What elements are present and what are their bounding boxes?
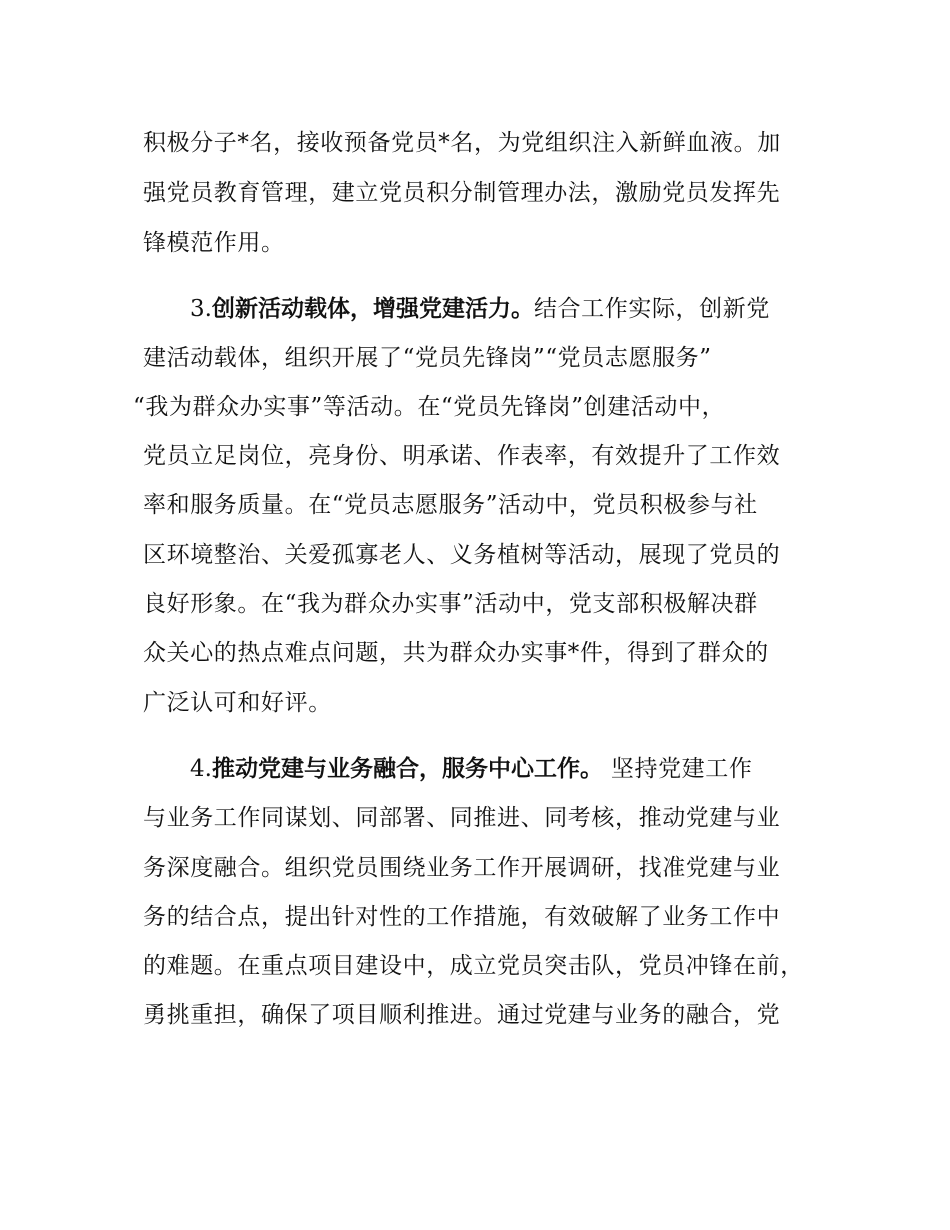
text-line: 建活动载体，组织开展了“党员先锋岗”“党员志愿服务” xyxy=(143,345,712,371)
text-run: 结合工作实际，创新党 xyxy=(533,296,770,322)
text-line: 强党员教育管理，建立党员积分制管理办法，激励党员发挥先 xyxy=(143,180,781,206)
text-line: 积极分子*名，接收预备党员*名，为党组织注入新鲜血液。加 xyxy=(143,130,781,156)
section-number: 4. xyxy=(190,756,212,782)
section-heading: 创新活动载体，增强党建活力。 xyxy=(211,296,534,322)
text-line: 区环境整治、关爱孤寡老人、义务植树等活动，展现了党员的 xyxy=(143,542,781,568)
text-line: 率和服务质量。在“党员志愿服务”活动中，党员积极参与社 xyxy=(143,492,758,518)
text-line: 务深度融合。组织党员围绕业务工作开展调研，找准党建与业 xyxy=(143,855,781,881)
text-run: 坚持党建工作 xyxy=(602,756,753,782)
section-4-first-line xyxy=(190,754,752,784)
text-line: 勇挑重担，确保了项目顺利推进。通过党建与业务的融合，党 xyxy=(143,1002,781,1028)
section-number: 3. xyxy=(190,296,212,322)
section-heading: 推动党建与业务融合，服务中心工作。 xyxy=(211,756,603,782)
text-line: 务的结合点，提出针对性的工作措施，有效破解了业务工作中 xyxy=(143,904,781,930)
text-line: 众关心的热点难点问题，共为群众办实事*件，得到了群众的 xyxy=(143,640,769,666)
text-line: “我为群众办实事”等活动。在“党员先锋岗”创建活动中， xyxy=(133,394,726,420)
text-line: 锋模范作用。 xyxy=(143,230,285,256)
section-3-first-line xyxy=(190,294,770,324)
text-line: 与业务工作同谋划、同部署、同推进、同考核，推动党建与业 xyxy=(143,805,781,831)
text-line: 党员立足岗位，亮身份、明承诺、作表率，有效提升了工作效 xyxy=(143,443,781,469)
text-line: 的难题。在重点项目建设中，成立党员突击队，党员冲锋在前， xyxy=(143,953,804,979)
text-line: 良好形象。在“我为群众办实事”活动中，党支部积极解决群 xyxy=(143,591,758,617)
text-line: 广泛认可和好评。 xyxy=(143,690,332,716)
